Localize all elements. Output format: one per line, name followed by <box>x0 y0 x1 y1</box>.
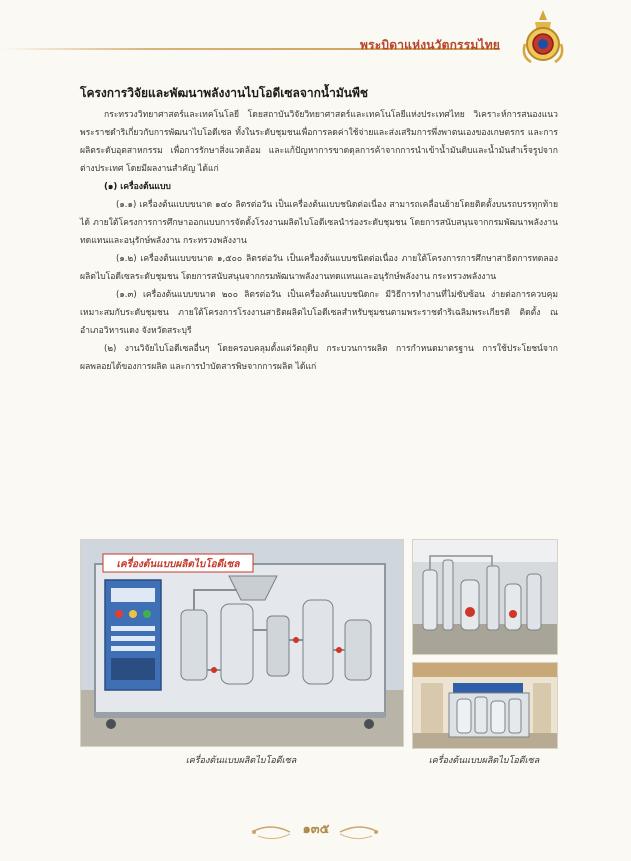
plant-illustration <box>413 540 557 654</box>
prototype-item-3: (๑.๓) เครื่องต้นแบบขนาด ๒๐๐ ลิตรต่อวัน เป็นเครื่องต้นแบบชนิดกะ มีวิธีการทำงานที่ไม่ซับซ้อน ง่ายต่อการควบคุม เหมาะสมกับระดับชุมชน ภายใต้โครงการโรงงานสาธิตผลิตไบโอดีเซลสำหรับชุมชนตามพระราชดำริเฉลิมพระเกียรติ ติดตั้ง ณ อำเภอวิหารแดง จังหวัดสระบุรี <box>80 290 558 336</box>
machine-banner-text: เครื่องต้นแบบผลิตไบโอดีเซล <box>116 559 240 570</box>
prototype-item-1: (๑.๑) เครื่องต้นแบบขนาด ๑๔๐ ลิตรต่อวัน เป็นเครื่องต้นแบบชนิดต่อเนื่อง สามารถเคลื่อนย้ายโดยติดตั้งบนรถบรรทุกท้ายได้ ภายใต้โครงการการศึกษาออกแบบการจัดตั้งโรงงานผลิตไบโอดีเซลนำร่องระดับชุมชน โดยการสนับสนุนจากกรมพัฒนาพลังงานทดแทนและอนุรักษ์พลังงาน กระทรวงพลังงาน <box>80 200 558 246</box>
prototype-item-2: (๑.๒) เครื่องต้นแบบขนาด ๑,๕๐๐ ลิตรต่อวัน เป็นเครื่องต้นแบบชนิดต่อเนื่อง ภายใต้โครงการการศึกษาสาธิตการทดลองผลิตไบโอดีเซลระดับชุมชน โดยการสนับสนุนจากกรมพัฒนาพลังงานทดแทนและอนุรักษ์พลังงาน กระทรวงพลังงาน <box>80 254 558 282</box>
section-heading-other-research: (๒) งานวิจัยไบโอดีเซลอื่นๆ โดยครอบคลุมตั้งแต่วัตถุดิบ กระบวนการผลิต การกำหนดมาตรฐาน การใช้ประโยชน์จากผลพลอยได้ของการผลิต และการบำบัดสารพิษจากการผลิต ได้แก่ <box>80 344 558 372</box>
body-text <box>80 106 558 376</box>
header-title: พระบิดาแห่งนวัตกรรมไทย <box>360 38 501 52</box>
machine-illustration <box>81 540 403 746</box>
page-number: ๑๓๕ <box>302 822 330 837</box>
machine-photo-top-right <box>412 539 558 655</box>
section-heading-prototype: (๑) เครื่องต้นแบบ <box>104 182 171 192</box>
intro-paragraph: กระทรวงวิทยาศาสตร์และเทคโนโลยี โดยสถาบันวิจัยวิทยาศาสตร์และเทคโนโลยีแห่งประเทศไทย วิเคราะห์การสนองแนวพระราชดำริเกี่ยวกับการพัฒนาไบโอดีเซล ทั้งในระดับชุมชนเพื่อการลดค่าใช้จ่ายและส่งเสริมการพึ่งพาตนเองของเกษตรกร และการผลิตระดับอุตสาหกรรม เพื่อการรักษาสิ่งแวดล้อม และแก้ปัญหาการขาดดุลการค้าจากการนำเข้าน้ำมันดิบและน้ำมันสำเร็จรูปจากต่างประเทศ โดยมีผลงานสำคัญ ได้แก่ <box>80 110 558 174</box>
machine-photo-bottom-right <box>412 662 558 749</box>
caption-right: เครื่องต้นแบบผลิตไบโอดีเซล <box>428 756 540 766</box>
royal-emblem-icon <box>517 8 569 68</box>
exhibit-illustration <box>413 663 557 748</box>
document-title: โครงการวิจัยและพัฒนาพลังงานไบโอดีเซลจากน้ำมันพืช <box>80 86 369 100</box>
caption-left: เครื่องต้นแบบผลิตไบโอดีเซล <box>185 756 297 766</box>
machine-photo-large <box>80 539 404 747</box>
